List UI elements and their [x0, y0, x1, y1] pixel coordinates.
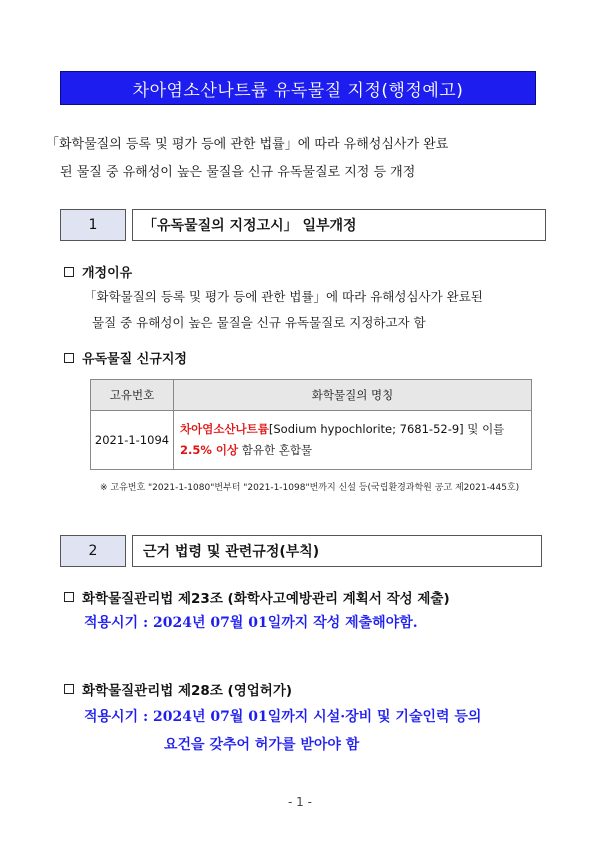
reason-text — [84, 284, 564, 336]
table-cell-name — [174, 411, 532, 470]
reason-line-2: 물질 중 유해성이 높은 물질을 신규 유독물질로 지정하고자 함 — [92, 315, 426, 330]
mixture-text: 함유한 혼합물 — [238, 443, 313, 457]
reason-heading — [64, 262, 132, 281]
concentration-threshold: 2.5% 이상 — [180, 443, 239, 457]
checkbox-icon — [64, 684, 74, 694]
checkbox-icon — [64, 267, 74, 277]
item-2-heading-text: 화학물질관리법 제28조 (영업허가) — [82, 683, 293, 699]
checkbox-icon — [64, 353, 74, 363]
item-1-text: 적용시기 : 2024년 07월 01일까지 작성 제출해야함. — [84, 615, 418, 631]
item-2-text-line-2: 요건을 갖추어 허가를 받아야 함 — [164, 737, 360, 753]
table-row — [91, 411, 532, 470]
footnote: ※ 고유번호 "2021-1-1080"번부터 "2021-1-1098"번까지 신설 등(국립환경과학원 공고 제2021-445호) — [100, 483, 520, 493]
reason-heading-text: 개정이유 — [82, 266, 133, 281]
item-1-heading-text: 화학물질관리법 제23조 (화학사고예방관리 계획서 작성 제출) — [82, 591, 450, 607]
section-1-title: 「유독물질의 지정고시」 일부개정 — [132, 209, 546, 241]
substance-detail: [Sodium hypochlorite; 7681-52-9] 및 이를 — [268, 422, 505, 436]
intro-paragraph — [46, 131, 566, 187]
section-1-header — [60, 209, 546, 241]
intro-line-2: 된 물질 중 유해성이 높은 물질을 신규 유독물질로 지정 등 개정 — [60, 165, 416, 180]
item-1-heading — [64, 587, 450, 607]
table-header-row — [91, 380, 532, 411]
intro-line-1: 「화학물질의 등록 및 평가 등에 관한 법률」에 따라 유해성심사가 완료 — [46, 137, 449, 152]
section-2-number: 2 — [60, 535, 126, 567]
reason-line-1: 「화학물질의 등록 및 평가 등에 관한 법률」에 따라 유해성심사가 완료된 — [84, 289, 483, 304]
substance-name: 차아염소산나트륨 — [180, 422, 269, 436]
section-1-number: 1 — [60, 209, 126, 241]
table-cell-code: 2021-1-1094 — [91, 411, 174, 470]
section-2-header — [60, 535, 542, 567]
designation-table — [90, 379, 532, 470]
new-designation-heading — [64, 348, 187, 367]
document-title-text: 차아염소산나트륨 유독물질 지정(행정예고) — [132, 80, 464, 101]
new-designation-heading-text: 유독물질 신규지정 — [82, 352, 187, 367]
item-2-text-line-1: 적용시기 : 2024년 07월 01일까지 시설·장비 및 기술인력 등의 — [84, 709, 482, 725]
checkbox-icon — [64, 592, 74, 602]
table-header-code: 고유번호 — [91, 380, 174, 411]
document-title — [60, 71, 536, 105]
table-header-name: 화학물질의 명칭 — [174, 380, 532, 411]
page-number: - 1 - — [288, 795, 312, 809]
item-2-heading — [64, 679, 292, 699]
section-2-title: 근거 법령 및 관련규정(부칙) — [132, 535, 542, 567]
